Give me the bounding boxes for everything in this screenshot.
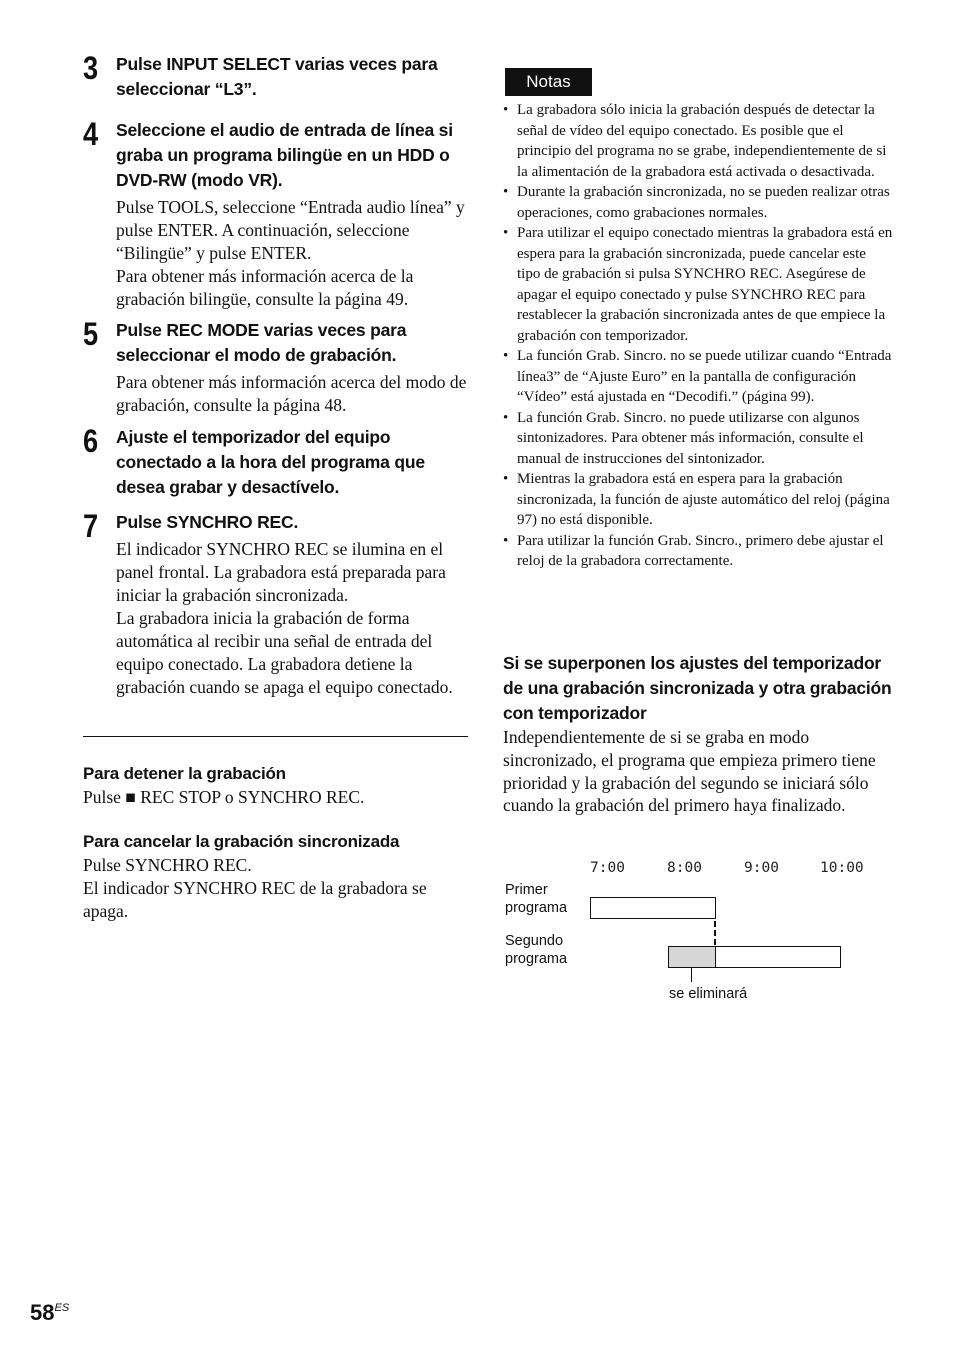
step-text bbox=[116, 371, 468, 417]
step-paragraph: Para obtener más información acerca de la grabación bilingüe, consulte la página 49. bbox=[116, 266, 414, 309]
step-number: 4 bbox=[83, 116, 99, 152]
note-item: • La función Grab. Sincro. no puede utilizarse con algunos sintonizadores. Para obtener más información, consulte el manual de instrucciones del sintonizador. bbox=[503, 408, 893, 470]
second-program-label bbox=[505, 932, 567, 968]
label-line: programa bbox=[505, 900, 568, 916]
step-number: 5 bbox=[83, 316, 99, 352]
overlap-text: Independientemente de si se graba en modo sincronizado, el programa que empieza primero tiene prioridad y la grabación del segundo se iniciará sólo cuando la grabación del primero haya finalizado. bbox=[503, 727, 876, 816]
time-label: 7:00 bbox=[590, 860, 625, 876]
note-item: • Para utilizar el equipo conectado mientras la grabadora está en espera para la grabación sincronizada, puede cancelar este tipo de grabación si pulsa SYNCHRO REC. Asegúrese de apagar el equipo conectado y pulse SYNCHRO REC para restablecer la grabación sincronizada antes de que empiece la grabación con temporizador. bbox=[503, 223, 893, 346]
second-program-bar bbox=[715, 946, 841, 968]
page-number-value: 58 bbox=[30, 1300, 55, 1325]
label-line: Segundo bbox=[505, 933, 564, 949]
label-line: Primer bbox=[505, 882, 548, 898]
deleted-pointer bbox=[691, 968, 692, 982]
notes-label: Notas bbox=[505, 68, 592, 96]
first-program-label bbox=[505, 881, 567, 917]
start-marker bbox=[714, 921, 716, 945]
step-number: 3 bbox=[83, 50, 99, 86]
step-title: Pulse INPUT SELECT varias veces para seleccionar “L3”. bbox=[116, 54, 438, 99]
step-5 bbox=[83, 318, 468, 417]
time-label: 8:00 bbox=[667, 860, 702, 876]
note-item: • Durante la grabación sincronizada, no se pueden realizar otras operaciones, como grabaciones normales. bbox=[503, 182, 893, 223]
note-item: • Para utilizar la función Grab. Sincro., primero debe ajustar el reloj de la grabadora correctamente. bbox=[503, 531, 893, 572]
cancel-heading: Para cancelar la grabación sincronizada bbox=[83, 832, 400, 851]
step-title: Ajuste el temporizador del equipo conectado a la hora del programa que desea grabar y desactívelo. bbox=[116, 427, 425, 497]
section-divider bbox=[83, 736, 468, 737]
cancel-sync-section bbox=[83, 830, 468, 923]
step-6 bbox=[83, 425, 468, 500]
label-line: programa bbox=[505, 951, 568, 967]
note-item: • La grabadora sólo inicia la grabación después de detectar la señal de vídeo del equipo conectado. Es posible que el principio del programa no se grabe, independientemente de si la alimentación de la grabadora está activada o desactivada. bbox=[503, 100, 893, 182]
timer-overlap-diagram bbox=[503, 850, 893, 1020]
step-title: Seleccione el audio de entrada de línea si graba un programa bilingüe en un HDD o DVD-RW (modo VR). bbox=[116, 120, 453, 190]
step-text bbox=[116, 538, 468, 699]
cancel-line: Pulse SYNCHRO REC. bbox=[83, 855, 252, 875]
note-item: • La función Grab. Sincro. no se puede utilizar cuando “Entrada línea3” de “Ajuste Euro” en la pantalla de configuración “Vídeo” está ajustada en “Decodifi.” (página 99). bbox=[503, 346, 893, 408]
step-paragraph: El indicador SYNCHRO REC se ilumina en el panel frontal. La grabadora está preparada para iniciar la grabación sincronizada. bbox=[116, 539, 446, 605]
step-number: 7 bbox=[83, 508, 99, 544]
step-paragraph: Pulse TOOLS, seleccione “Entrada audio línea” y pulse ENTER. A continuación, seleccione “Bilingüe” y pulse ENTER. bbox=[116, 197, 465, 263]
note-item: • Mientras la grabadora está en espera para la grabación sincronizada, la función de ajuste automático del reloj (página 97) no está disponible. bbox=[503, 469, 893, 531]
step-3 bbox=[83, 52, 468, 102]
stop-text: Pulse ■ REC STOP o SYNCHRO REC. bbox=[83, 787, 365, 807]
step-7 bbox=[83, 510, 468, 699]
language-code: ES bbox=[54, 1302, 70, 1314]
stop-heading: Para detener la grabación bbox=[83, 764, 286, 783]
notes-list bbox=[503, 100, 893, 572]
step-number: 6 bbox=[83, 423, 99, 459]
page-number bbox=[30, 1300, 69, 1326]
deleted-label: se eliminará bbox=[669, 986, 748, 1002]
step-text bbox=[116, 196, 468, 311]
step-4 bbox=[83, 118, 468, 311]
cancel-line: El indicador SYNCHRO REC de la grabadora se apaga. bbox=[83, 878, 427, 921]
deleted-portion-bar bbox=[668, 946, 716, 968]
first-program-bar bbox=[590, 897, 716, 919]
step-paragraph: Para obtener más información acerca del modo de grabación, consulte la página 48. bbox=[116, 372, 467, 415]
stop-recording-section bbox=[83, 762, 468, 809]
time-label: 9:00 bbox=[744, 860, 779, 876]
time-label: 10:00 bbox=[820, 860, 864, 876]
overlap-heading: Si se superponen los ajustes del temporizador de una grabación sincronizada y otra grabación con temporizador bbox=[503, 653, 892, 723]
step-title: Pulse REC MODE varias veces para seleccionar el modo de grabación. bbox=[116, 320, 407, 365]
step-title: Pulse SYNCHRO REC. bbox=[116, 512, 299, 532]
cancel-text bbox=[83, 854, 468, 923]
step-paragraph: La grabadora inicia la grabación de forma automática al recibir una señal de entrada del equipo conectado. La grabadora detiene la grabación cuando se apaga el equipo conectado. bbox=[116, 608, 453, 697]
